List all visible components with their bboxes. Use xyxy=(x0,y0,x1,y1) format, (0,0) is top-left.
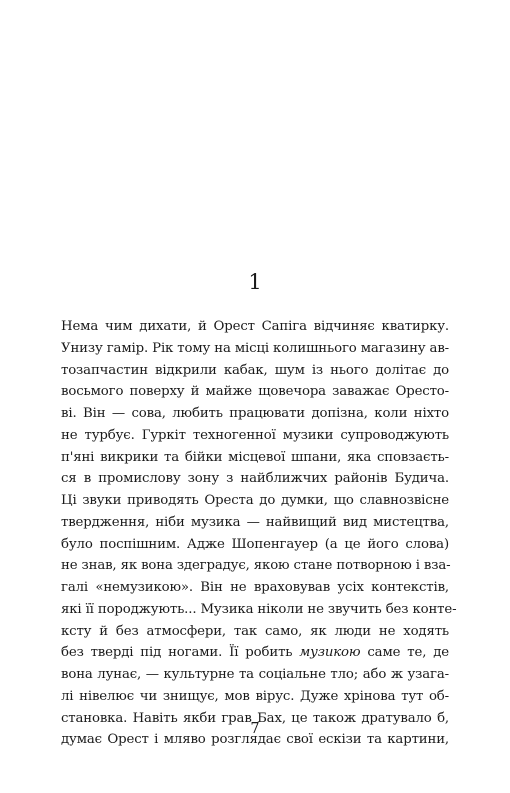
page-number: 7 xyxy=(250,721,260,737)
text-line: Ці звуки приводять Ореста до думки, що славнозвісне xyxy=(61,493,449,508)
text-line: восьмого поверху й майже щовечора заважає Оресто- xyxy=(61,384,449,400)
text-run: без тверді під ногами. Її робить xyxy=(61,645,300,661)
text-line: не знав, як вона здеградує, якою стане потворною і взa- xyxy=(61,558,451,574)
chapter-number: 1 xyxy=(248,270,262,294)
text-line: п'яні викрики та бійки місцевої шпани, яка сповзаєть- xyxy=(61,449,449,465)
text-line: становка. Навіть якби грав Бах, це також дратувало б, xyxy=(61,710,449,726)
text-line: ві. Він — сова, любить працювати допізна, коли ніхто xyxy=(61,406,449,421)
text-line: лі нівелює чи знищує, мов вірус. Дуже хрінова тут об- xyxy=(61,688,449,704)
text-line: думає Орест і мляво розглядає свої ескізи та картини, xyxy=(61,732,449,748)
text-line: Унизу гамір. Рік тому на місці колишнього магазину ав- xyxy=(61,340,449,356)
text-line: які її породжують... Музика ніколи не звучить без конте- xyxy=(61,601,457,617)
text-line: Нема чим дихати, й Орест Сапіга відчиняє кватирку. xyxy=(61,319,449,334)
text-line: галі «немузикою». Він не враховував усіх контекстів, xyxy=(61,580,449,595)
text-line: не турбує. Гуркіт техногенної музики супроводжують xyxy=(61,427,449,443)
text-line: ксту й без атмосфери, так само, як люди не ходять xyxy=(61,623,449,639)
text-line: твердження, ніби музика — найвищий вид мистецтва, xyxy=(61,514,449,530)
text-line: ся в промислову зону з найближчих районів Будича. xyxy=(61,471,449,487)
text-line-with-italic xyxy=(61,642,449,664)
text-line: тозапчастин відкрили кабак, шум із нього долітає до xyxy=(61,362,449,378)
text-line: було поспішним. Адже Шопенгауер (а це його слова) xyxy=(61,536,449,552)
chapter-text xyxy=(61,316,457,751)
text-run: саме те, де xyxy=(360,645,449,661)
italic-word: музикою xyxy=(299,645,361,661)
text-line: вона лунає, — культурне та соціальне тло; або ж узага- xyxy=(61,667,449,682)
